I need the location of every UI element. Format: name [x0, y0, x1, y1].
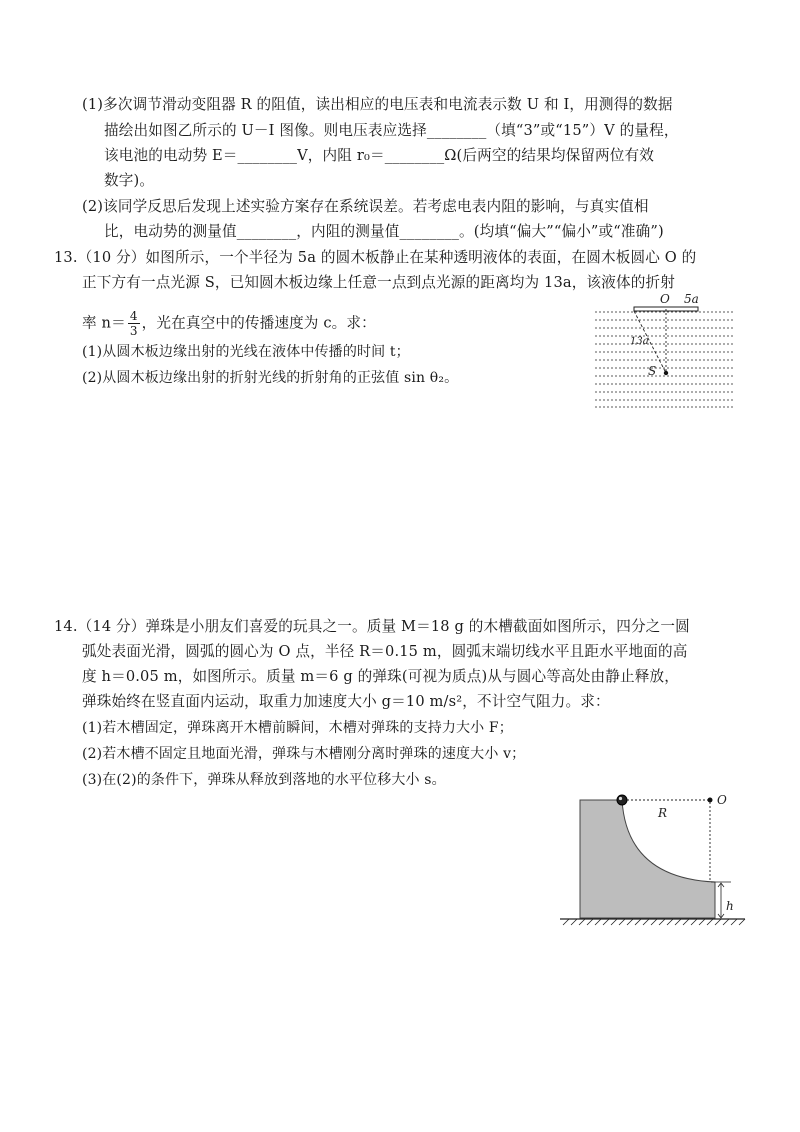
q14-figure [555, 790, 755, 930]
q14-sub1: (1)若木槽固定，弹珠离开木槽前瞬间，木槽对弹珠的支持力大小 F； [82, 720, 513, 736]
liquid-surface-lines [595, 312, 735, 407]
q13-sub1: (1)从圆木板边缘出射的光线在液体中传播的时间 t； [82, 344, 410, 360]
q12-part1-line4: 数字)。 [104, 172, 155, 189]
marble-ball [617, 795, 627, 805]
q14-stem-line4: 弹珠始终在竖直面内运动，取重力加速度大小 g＝10 m/s²，不计空气阻力。求： [82, 693, 610, 710]
label-O: O [717, 793, 727, 807]
q14-sub3: (3)在(2)的条件下，弹珠从释放到落地的水平位移大小 s。 [82, 772, 446, 788]
q13-figure [590, 290, 740, 410]
marble-highlight [619, 797, 622, 800]
q12-part2-line2: 比，电动势的测量值________，内阻的测量值________。(均填“偏大”“偏小”或“准确”) [104, 223, 664, 240]
label-13a: 13a [630, 336, 649, 347]
center-point-O [708, 798, 713, 803]
fraction-numerator: 4 [129, 309, 138, 323]
q14-stem-line3: 度 h＝0.05 m，如图所示。质量 m＝6 g 的弹珠(可视为质点)从与圆心等高处由静止释放， [82, 668, 679, 685]
q13-stem-line2: 正下方有一点光源 S，已知圆木板边缘上任意一点到点光源的距离均为 13a，该液体的折射 [82, 274, 675, 291]
light-source-point [664, 371, 668, 375]
wooden-trough-block [580, 800, 715, 918]
q13-stem-line3 [82, 309, 376, 338]
label-R: R [658, 806, 668, 820]
label-S: S [648, 364, 657, 378]
label-h: h [726, 899, 734, 913]
q13-stem-line1: 13.（10 分）如图所示，一个半径为 5a 的圆木板静止在某种透明液体的表面，在圆木板圆心 O 的 [54, 249, 697, 266]
ground-hatching [563, 919, 745, 925]
q12-part2-line1: (2)该同学反思后发现上述实验方案存在系统误差。若考虑电表内阻的影响，与真实值相 [82, 198, 649, 215]
q12-part1-line3: 该电池的电动势 E＝________V，内阻 r₀＝________Ω(后两空的结果均保留两位有效 [104, 147, 655, 164]
q13-line3-pre: 率 n＝ [82, 314, 126, 332]
fraction-denominator: 3 [129, 324, 138, 338]
q14-sub2: (2)若木槽不固定且地面光滑，弹珠与木槽刚分离时弹珠的速度大小 v； [82, 746, 526, 762]
label-5a: 5a [684, 292, 699, 306]
q13-sub2: (2)从圆木板边缘出射的折射光线的折射角的正弦值 sin θ₂。 [82, 370, 459, 386]
q14-stem-line1: 14.（14 分）弹珠是小朋友们喜爱的玩具之一。质量 M＝18 g 的木槽截面如图所示，四分之一圆 [54, 618, 690, 635]
refractive-index-fraction [128, 309, 140, 338]
label-O: O [660, 292, 670, 306]
q13-line3-post: ，光在真空中的传播速度为 c。求： [141, 314, 376, 332]
q14-stem-line2: 弧处表面光滑，圆弧的圆心为 O 点，半径 R＝0.15 m，圆弧末端切线水平且距水平地面的高 [82, 643, 688, 660]
q12-part1-line2: 描绘出如图乙所示的 U－I 图像。则电压表应选择________（填“3”或“15”）V 的量程， [104, 122, 679, 139]
q12-part1-line1: (1)多次调节滑动变阻器 R 的阻值，读出相应的电压表和电流表示数 U 和 I，用测得的数据 [82, 96, 673, 113]
